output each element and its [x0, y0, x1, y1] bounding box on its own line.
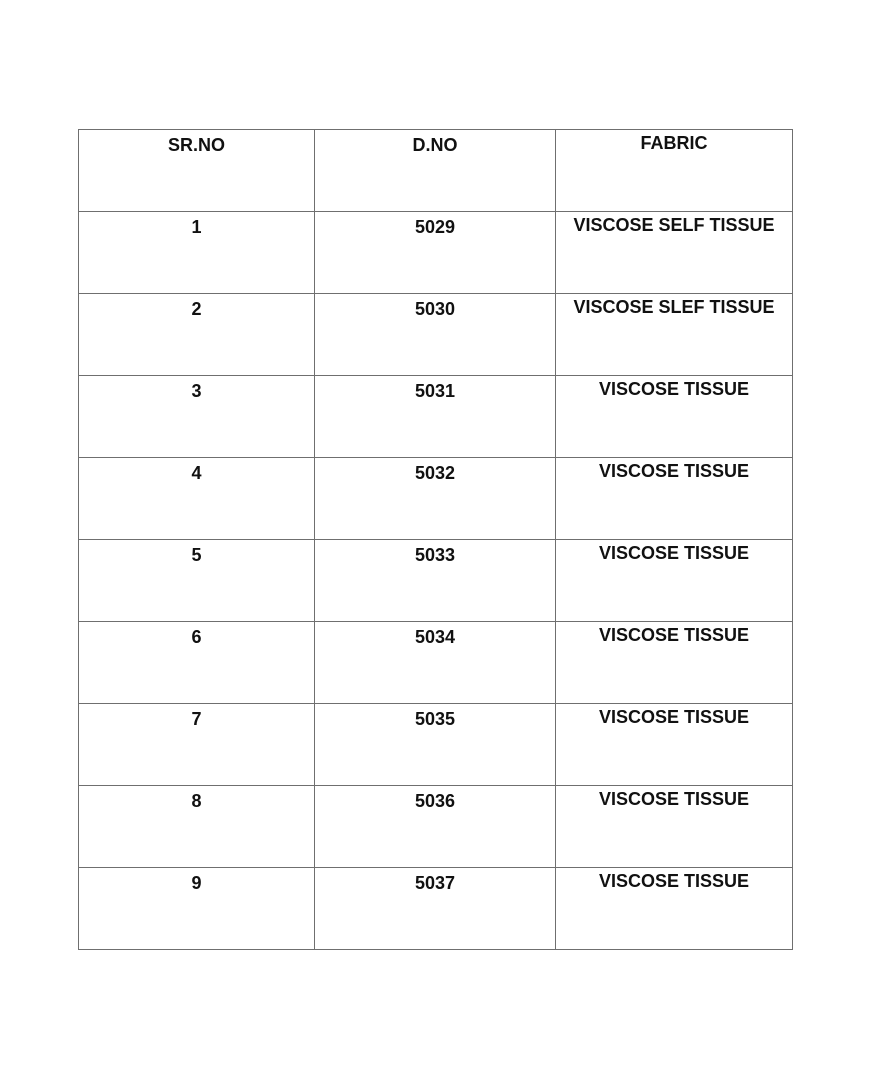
sr-no-cell: 6 — [79, 622, 315, 704]
table-row — [79, 540, 793, 622]
table-row — [79, 212, 793, 294]
sr-no-cell: 1 — [79, 212, 315, 294]
table-row — [79, 704, 793, 786]
d-no-cell: 5031 — [315, 376, 556, 458]
fabric-cell: VISCOSE TISSUE — [556, 622, 793, 704]
fabric-cell: VISCOSE SELF TISSUE — [556, 212, 793, 294]
sr-no-cell: 9 — [79, 868, 315, 950]
fabric-cell: VISCOSE TISSUE — [556, 868, 793, 950]
sr-no-cell: 4 — [79, 458, 315, 540]
sr-no-cell: 2 — [79, 294, 315, 376]
table-row — [79, 622, 793, 704]
fabric-cell: VISCOSE TISSUE — [556, 704, 793, 786]
header-d-no: D.NO — [315, 130, 556, 212]
table-row — [79, 294, 793, 376]
fabric-cell: VISCOSE SLEF TISSUE — [556, 294, 793, 376]
fabric-cell: VISCOSE TISSUE — [556, 376, 793, 458]
sr-no-cell: 3 — [79, 376, 315, 458]
table-row — [79, 376, 793, 458]
table-row — [79, 786, 793, 868]
table-row — [79, 458, 793, 540]
header-sr-no: SR.NO — [79, 130, 315, 212]
header-row — [79, 130, 793, 212]
d-no-cell: 5035 — [315, 704, 556, 786]
d-no-cell: 5037 — [315, 868, 556, 950]
sr-no-cell: 5 — [79, 540, 315, 622]
document-page — [78, 129, 792, 950]
sr-no-cell: 8 — [79, 786, 315, 868]
d-no-cell: 5029 — [315, 212, 556, 294]
fabric-cell: VISCOSE TISSUE — [556, 458, 793, 540]
fabric-cell: VISCOSE TISSUE — [556, 540, 793, 622]
fabric-cell: VISCOSE TISSUE — [556, 786, 793, 868]
table-row — [79, 868, 793, 950]
d-no-cell: 5034 — [315, 622, 556, 704]
sr-no-cell: 7 — [79, 704, 315, 786]
d-no-cell: 5033 — [315, 540, 556, 622]
d-no-cell: 5030 — [315, 294, 556, 376]
d-no-cell: 5036 — [315, 786, 556, 868]
d-no-cell: 5032 — [315, 458, 556, 540]
header-fabric: FABRIC — [556, 130, 793, 212]
fabric-table — [78, 129, 793, 950]
